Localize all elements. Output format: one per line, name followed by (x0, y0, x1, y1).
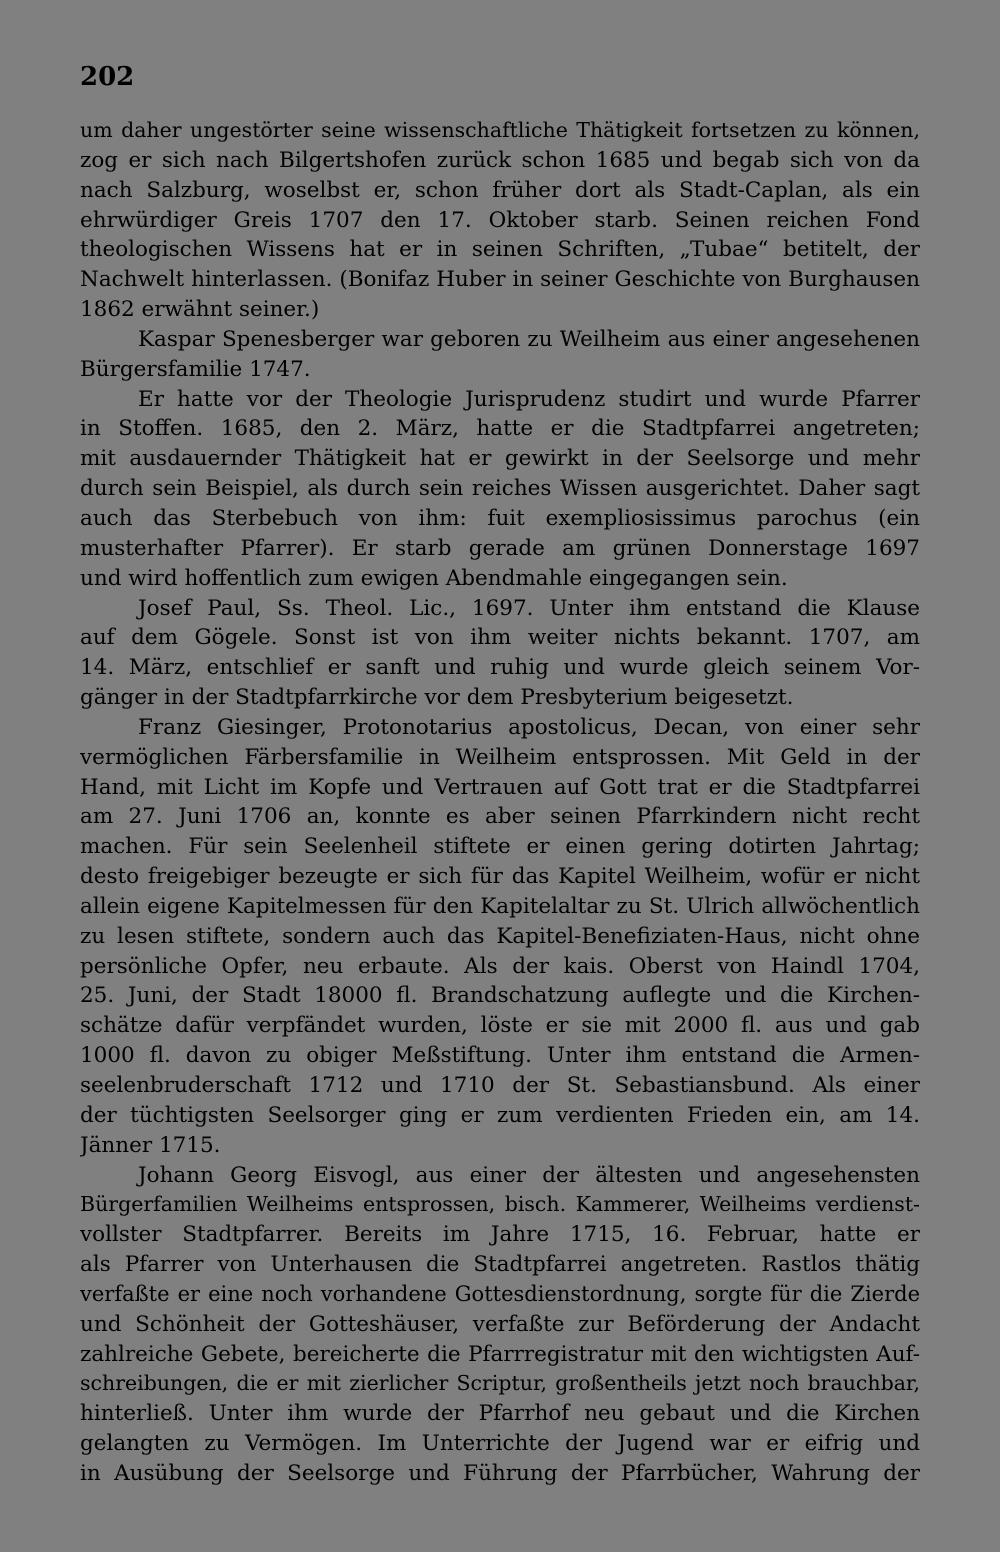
text-line: schätze dafür verpfändet wurden, löste er sie mit 2000 fl. aus und gab (80, 1013, 920, 1039)
text-line: Bürgerfamilien Weilheims entsprossen, bisch. Kammerer, Weilheims verdienst- (80, 1192, 920, 1217)
text-line: vermöglichen Färbersfamilie in Weilheim entsprossen. Mit Geld in der (80, 744, 920, 770)
text-line: Franz Giesinger, Protonotarius apostolicus, Decan, von einer sehr (138, 714, 920, 740)
text-line: zahlreiche Gebete, bereicherte die Pfarrregistratur mit den wichtigsten Auf- (80, 1341, 920, 1367)
text-line: seelenbruderschaft 1712 und 1710 der St. Sebastiansbund. Als einer (80, 1073, 920, 1098)
text-line: 1862 erwähnt seiner.) (80, 297, 320, 323)
text-line: der tüchtigsten Seelsorger ging er zum verdienten Frieden ein, am 14. (80, 1102, 920, 1128)
text-line: persönliche Opfer, neu erbaute. Als der kais. Oberst von Haindl 1704, (80, 953, 920, 979)
text-line: 25. Juni, der Stadt 18000 fl. Brandschatzung auflegte und die Kirchen- (80, 983, 920, 1009)
text-line: machen. Für sein Seelenheil stiftete er einen gering dotirten Jahrtag; (80, 834, 920, 860)
text-line: desto freigebiger bezeugte er sich für das Kapitel Weilheim, wofür er nicht (80, 864, 920, 890)
text-line: Bürgersfamilie 1747. (80, 356, 311, 382)
text-line: durch sein Beispiel, als durch sein reiches Wissen ausgerichtet. Daher sagt (80, 476, 920, 502)
page-number: 202 (80, 62, 135, 92)
body-text (80, 116, 920, 1489)
text-line: Nachwelt hinterlassen. (Bonifaz Huber in seiner Geschichte von Burghausen (80, 267, 920, 293)
text-line: ehrwürdiger Greis 1707 den 17. Oktober starb. Seinen reichen Fond (80, 207, 920, 233)
text-line: musterhafter Pfarrer). Er starb gerade am grünen Donnerstage 1697 (80, 535, 920, 561)
text-line: als Pfarrer von Unterhausen die Stadtpfarrei angetreten. Rastlos thätig (80, 1252, 920, 1278)
text-line: Josef Paul, Ss. Theol. Lic., 1697. Unter ihm entstand die Klause (138, 595, 920, 621)
text-line: Hand, mit Licht im Kopfe und Vertrauen auf Gott trat er die Stadtpfarrei (80, 774, 920, 800)
text-line: auch das Sterbebuch von ihm: fuit exempliosissimus parochus (ein (80, 505, 920, 531)
text-line: 1000 fl. davon zu obiger Meßstiftung. Unter ihm entstand die Armen- (80, 1043, 920, 1069)
text-line: Johann Georg Eisvogl, aus einer der ältesten und angesehensten (138, 1162, 920, 1188)
text-line: vollster Stadtpfarrer. Bereits im Jahre 1715, 16. Februar, hatte er (80, 1222, 920, 1248)
text-line: in Stoffen. 1685, den 2. März, hatte er die Stadtpfarrei angetreten; (80, 416, 920, 442)
text-line: und wird hoffentlich zum ewigen Abendmahle eingegangen sein. (80, 565, 788, 591)
text-line: 14. März, entschlief er sanft und ruhig und wurde gleich seinem Vor- (80, 655, 920, 681)
text-line: theologischen Wissens hat er in seinen Schriften, „Tubae“ betitelt, der (80, 237, 920, 263)
text-line: allein eigene Kapitelmessen für den Kapitelaltar zu St. Ulrich allwöchentlich (80, 893, 920, 919)
text-line: am 27. Juni 1706 an, konnte es aber seinen Pfarrkindern nicht recht (80, 804, 920, 830)
text-line: um daher ungestörter seine wissenschaftliche Thätigkeit fortsetzen zu können, (80, 118, 920, 142)
text-line: zu lesen stiftete, sondern auch das Kapitel-Benefiziaten-Haus, nicht ohne (80, 923, 920, 949)
text-line: zog er sich nach Bilgertshofen zurück schon 1685 und begab sich von da (80, 147, 920, 173)
text-line: schreibungen, die er mit zierlicher Scriptur, großentheils jetzt noch brauchbar, (80, 1371, 920, 1396)
text-line: verfaßte er eine noch vorhandene Gottesdienstordnung, sorgte für die Zierde (80, 1281, 920, 1306)
text-line: in Ausübung der Seelsorge und Führung der Pfarrbücher, Wahrung der (80, 1460, 920, 1486)
text-line: nach Salzburg, woselbst er, schon früher dort als Stadt-Caplan, als ein (80, 177, 920, 203)
text-line: und Schönheit der Gotteshäuser, verfaßte zur Beförderung der Andacht (80, 1311, 920, 1337)
text-line: gänger in der Stadtpfarrkirche vor dem Presbyterium beigesetzt. (80, 685, 794, 711)
text-line: gelangten zu Vermögen. Im Unterrichte der Jugend war er eifrig und (80, 1431, 920, 1457)
text-line: mit ausdauernder Thätigkeit hat er gewirkt in der Seelsorge und mehr (80, 446, 920, 472)
text-line: auf dem Gögele. Sonst ist von ihm weiter nichts bekannt. 1707, am (80, 625, 920, 651)
text-line: Jänner 1715. (80, 1132, 221, 1158)
text-line: hinterließ. Unter ihm wurde der Pfarrhof neu gebaut und die Kirchen (80, 1401, 920, 1427)
text-line: Kaspar Spenesberger war geboren zu Weilheim aus einer angesehenen (138, 326, 920, 352)
text-line: Er hatte vor der Theologie Jurisprudenz studirt und wurde Pfarrer (138, 386, 920, 412)
